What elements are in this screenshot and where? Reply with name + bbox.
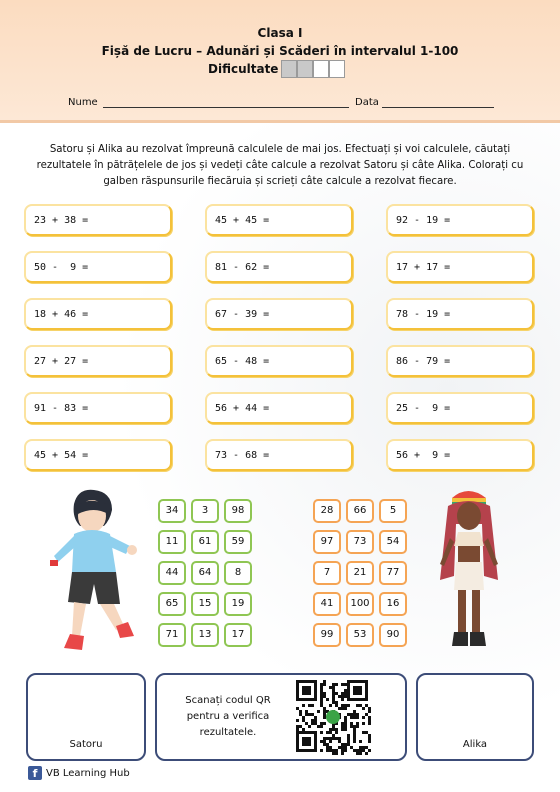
calculation-box[interactable]: 92 - 19 =	[386, 204, 534, 236]
satoru-answer-cell[interactable]: 19	[224, 592, 252, 616]
class-label: Clasa I	[257, 26, 303, 40]
calculation-box[interactable]: 23 + 38 =	[24, 204, 172, 236]
satoru-answer-cell[interactable]: 11	[158, 530, 186, 554]
difficulty-meter	[281, 60, 345, 78]
calculation-box[interactable]: 91 - 83 =	[24, 392, 172, 424]
alika-answer-cell[interactable]: 73	[346, 530, 374, 554]
satoru-answer-cell[interactable]: 61	[191, 530, 219, 554]
calculation-box[interactable]: 56 + 9 =	[386, 439, 534, 471]
difficulty-box	[281, 60, 297, 78]
satoru-answer-cell[interactable]: 3	[191, 499, 219, 523]
calculation-box[interactable]: 25 - 9 =	[386, 392, 534, 424]
alika-answer-cell[interactable]: 54	[379, 530, 407, 554]
alika-answer-cell[interactable]: 41	[313, 592, 341, 616]
satoru-answer-cell[interactable]: 13	[191, 623, 219, 647]
alika-answer-cell[interactable]: 21	[346, 561, 374, 585]
difficulty-box	[329, 60, 345, 78]
calculation-box[interactable]: 45 + 45 =	[205, 204, 353, 236]
difficulty-label: Dificultate	[208, 62, 279, 76]
satoru-illustration	[34, 486, 146, 664]
alika-answer-cell[interactable]: 16	[379, 592, 407, 616]
alika-answer-cell[interactable]: 97	[313, 530, 341, 554]
calculation-box[interactable]: 78 - 19 =	[386, 298, 534, 330]
calculation-box[interactable]: 73 - 68 =	[205, 439, 353, 471]
difficulty	[208, 60, 345, 78]
satoru-answer-cell[interactable]: 64	[191, 561, 219, 585]
alika-answer-cell[interactable]: 100	[346, 592, 374, 616]
calculation-box[interactable]: 86 - 79 =	[386, 345, 534, 377]
alika-answer-cell[interactable]: 77	[379, 561, 407, 585]
satoru-answer-cell[interactable]: 17	[224, 623, 252, 647]
facebook-icon: f	[28, 766, 42, 780]
worksheet-title: Fișă de Lucru – Adunări și Scăderi în intervalul 1-100	[101, 44, 459, 58]
name-line[interactable]	[103, 97, 349, 108]
qr-panel	[155, 673, 407, 761]
difficulty-box	[297, 60, 313, 78]
date-label: Data	[355, 97, 379, 108]
satoru-answer-cell[interactable]: 71	[158, 623, 186, 647]
footer-brand[interactable]	[28, 766, 130, 780]
qr-code-icon[interactable]	[295, 679, 371, 755]
alika-answer-cell[interactable]: 99	[313, 623, 341, 647]
satoru-answer-cell[interactable]: 44	[158, 561, 186, 585]
calculation-box[interactable]: 27 + 27 =	[24, 345, 172, 377]
satoru-answer-cell[interactable]: 34	[158, 499, 186, 523]
calculation-box[interactable]: 50 - 9 =	[24, 251, 172, 283]
alika-answer-cell[interactable]: 28	[313, 499, 341, 523]
alika-answer-cell[interactable]: 7	[313, 561, 341, 585]
satoru-answer-cell[interactable]: 59	[224, 530, 252, 554]
alika-illustration	[428, 484, 510, 664]
satoru-answer-panel[interactable]	[26, 673, 146, 761]
calculation-box[interactable]: 56 + 44 =	[205, 392, 353, 424]
calculation-box[interactable]: 18 + 46 =	[24, 298, 172, 330]
calculation-box[interactable]: 65 - 48 =	[205, 345, 353, 377]
satoru-answer-cell[interactable]: 98	[224, 499, 252, 523]
calculation-box[interactable]: 81 - 62 =	[205, 251, 353, 283]
alika-label: Alika	[462, 739, 488, 750]
date-line[interactable]	[382, 97, 494, 108]
satoru-answer-cell[interactable]: 65	[158, 592, 186, 616]
brand-name: VB Learning Hub	[46, 767, 130, 779]
name-field[interactable]	[68, 97, 349, 108]
alika-answer-cell[interactable]: 90	[379, 623, 407, 647]
satoru-label: Satoru	[69, 739, 103, 750]
alika-answer-panel[interactable]	[416, 673, 534, 761]
satoru-answer-cell[interactable]: 15	[191, 592, 219, 616]
calculation-box[interactable]: 17 + 17 =	[386, 251, 534, 283]
instructions: Satoru și Alika au rezolvat împreună calculele de mai jos. Efectuați și voi calculele, căutați rezultatele în pătrățelele de jos și vedeți câte calcule a rezolvat Satoru și câte Alika. Colorați cu galben răspunsurile fiecăruia și scrieți câte calcule a rezolvat fiecare.	[36, 144, 524, 187]
difficulty-box	[313, 60, 329, 78]
alika-answer-cell[interactable]: 5	[379, 499, 407, 523]
date-field[interactable]	[355, 97, 494, 108]
calculation-box[interactable]: 45 + 54 =	[24, 439, 172, 471]
alika-answer-cell[interactable]: 66	[346, 499, 374, 523]
calculation-box[interactable]: 67 - 39 =	[205, 298, 353, 330]
name-label: Nume	[68, 97, 98, 108]
alika-answer-cell[interactable]: 53	[346, 623, 374, 647]
satoru-answer-cell[interactable]: 8	[224, 561, 252, 585]
qr-instructions: Scanați codul QR pentru a verifica rezultatele.	[185, 695, 271, 738]
